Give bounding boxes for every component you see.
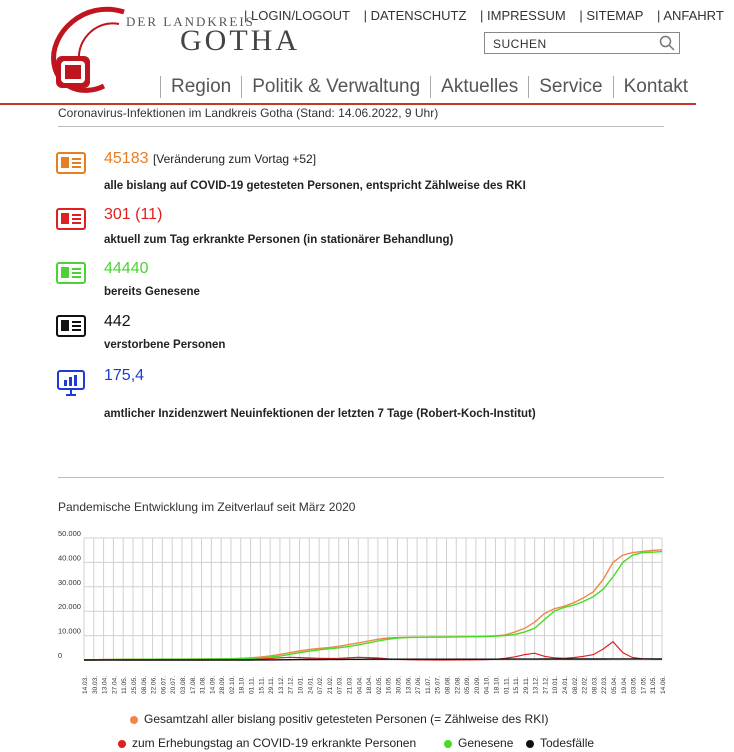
- legend-label: Todesfälle: [540, 736, 595, 750]
- x-tick-label: 03.08.: [179, 675, 187, 694]
- stat-desc: bereits Genesene: [104, 286, 200, 298]
- x-tick-label: 21.02.: [326, 675, 334, 694]
- legend-label: Genesene: [458, 736, 514, 750]
- x-tick-label: 25.05.: [130, 675, 138, 694]
- x-tick-label: 04.04.: [356, 675, 364, 694]
- x-tick-label: 16.05.: [385, 675, 393, 694]
- x-tick-label: 08.03.: [591, 675, 599, 694]
- x-tick-label: 14.09.: [209, 675, 217, 694]
- x-tick-label: 06.07.: [160, 675, 168, 694]
- x-tick-label: 22.08.: [454, 675, 462, 694]
- legend-dot: [526, 740, 534, 748]
- x-tick-label: 02.10.: [228, 675, 236, 694]
- stat-value: 175,4: [104, 367, 145, 384]
- stat-value: 45183: [104, 150, 149, 167]
- stat-desc: amtlicher Inzidenzwert Neuinfektionen der letzten 7 Tage (Robert-Koch-Institut): [104, 408, 536, 420]
- legend-item[interactable]: [526, 736, 594, 750]
- series-line: [84, 552, 662, 660]
- logo-big-text: GOTHA: [180, 24, 300, 57]
- x-tick-label: 11.05.: [121, 676, 129, 694]
- legend-label: Gesamtzahl aller bislang positiv getesteten Personen (= Zählweise des RKI): [144, 712, 549, 726]
- stat-value: 44440: [104, 260, 149, 277]
- x-tick-label: 24.01.: [307, 675, 315, 694]
- legend-label: zum Erhebungstag an COVID-19 erkrankte Personen: [132, 736, 417, 750]
- id-card-icon: [56, 152, 86, 179]
- nav-politik[interactable]: Politik & Verwaltung: [241, 76, 430, 98]
- x-tick-label: 18.10.: [238, 675, 246, 694]
- legend-dot: [130, 716, 138, 724]
- x-tick-label: 14.06.: [660, 675, 667, 694]
- y-tick-label: 10.000: [58, 626, 81, 636]
- link-login[interactable]: | LOGIN/LOGOUT: [244, 8, 350, 23]
- x-tick-label: 08.08.: [444, 675, 452, 694]
- x-tick-label: 01.11.: [248, 676, 256, 694]
- x-tick-label: 31.08.: [199, 675, 207, 694]
- id-card-icon: [56, 315, 86, 342]
- x-tick-label: 28.09.: [219, 675, 227, 694]
- x-tick-label: 11.07.: [424, 676, 432, 694]
- chart-subtitle: Pandemische Entwicklung im Zeitverlauf seit März 2020: [58, 500, 356, 514]
- x-tick-label: 27.04.: [111, 675, 119, 694]
- stat-change: [Veränderung zum Vortag +52]: [152, 152, 317, 166]
- x-tick-label: 10.01.: [552, 675, 560, 694]
- logo-small-text: DER LANDKREIS: [126, 14, 255, 29]
- x-tick-label: 19.04.: [620, 675, 628, 694]
- link-sitemap[interactable]: | SITEMAP: [579, 8, 644, 23]
- nav-service[interactable]: Service: [528, 76, 612, 98]
- x-tick-label: 22.06.: [150, 675, 158, 694]
- stat-value: 301 (11): [104, 206, 163, 223]
- stat-desc: verstorbene Personen: [104, 339, 226, 351]
- x-tick-label: 30.05.: [395, 675, 403, 694]
- x-tick-label: 22.02.: [581, 675, 589, 694]
- search-input[interactable]: [484, 32, 680, 54]
- x-tick-label: 04.10.: [483, 675, 491, 694]
- main-nav: [160, 76, 698, 98]
- x-tick-label: 14.03.: [82, 675, 89, 694]
- stat-desc: aktuell zum Tag erkrankte Personen (in stationärer Behandlung): [104, 234, 454, 246]
- series-line: [84, 642, 662, 660]
- search-placeholder: SUCHEN: [493, 37, 547, 51]
- x-tick-label: 29.11.: [522, 676, 530, 694]
- x-tick-label: 20.09.: [473, 675, 481, 694]
- x-tick-label: 17.08.: [189, 675, 197, 694]
- y-tick-label: 50.000: [58, 529, 81, 538]
- id-card-icon: [56, 208, 86, 235]
- x-tick-label: 17.05.: [640, 675, 648, 694]
- x-tick-label: 27.12.: [287, 675, 295, 694]
- covid-chart: [0, 530, 696, 730]
- x-tick-label: 18.10.: [493, 675, 501, 694]
- x-tick-label: 07.02.: [317, 675, 325, 694]
- x-tick-label: 25.07.: [434, 675, 442, 694]
- x-tick-label: 22.03.: [601, 675, 609, 694]
- y-tick-label: 20.000: [58, 602, 81, 612]
- y-tick-label: 30.000: [58, 577, 81, 587]
- link-impressum[interactable]: | IMPRESSUM: [480, 8, 566, 23]
- section-divider: [58, 477, 664, 478]
- nav-region[interactable]: Region: [160, 76, 241, 98]
- x-tick-label: 07.03.: [336, 675, 344, 694]
- legend-item[interactable]: [130, 712, 549, 726]
- search-icon[interactable]: [659, 35, 675, 56]
- stat-value: 442: [104, 313, 131, 330]
- x-tick-label: 13.04.: [101, 675, 109, 694]
- x-tick-label: 27.12.: [542, 675, 550, 694]
- y-tick-label: 40.000: [58, 553, 81, 563]
- section-divider: [58, 126, 664, 127]
- x-tick-label: 01.11.: [503, 676, 511, 694]
- link-anfahrt[interactable]: | ANFAHRT: [657, 8, 724, 23]
- x-tick-label: 03.05.: [630, 675, 638, 694]
- legend-item[interactable]: [118, 736, 416, 750]
- x-tick-label: 20.07.: [170, 675, 178, 694]
- legend-item[interactable]: [444, 736, 513, 750]
- x-tick-label: 08.02.: [571, 675, 579, 694]
- link-datenschutz[interactable]: | DATENSCHUTZ: [363, 8, 467, 23]
- x-tick-label: 13.06.: [405, 675, 413, 694]
- y-tick-label: 0: [58, 651, 63, 660]
- legend-dot: [444, 740, 452, 748]
- monitor-chart-icon: [56, 369, 86, 402]
- nav-kontakt[interactable]: Kontakt: [613, 76, 698, 98]
- x-tick-label: 18.04.: [366, 675, 374, 694]
- x-tick-label: 30.03.: [91, 675, 99, 694]
- x-tick-label: 15.11.: [258, 676, 266, 694]
- id-card-icon: [56, 262, 86, 289]
- x-tick-label: 05.04.: [611, 675, 619, 694]
- header-divider: [0, 103, 696, 105]
- stand-text: Coronavirus-Infektionen im Landkreis Gotha (Stand: 14.06.2022, 9 Uhr): [58, 106, 439, 120]
- x-tick-label: 27.06.: [415, 675, 423, 694]
- x-tick-label: 02.05.: [375, 675, 383, 694]
- x-tick-label: 21.03.: [346, 675, 354, 694]
- x-tick-label: 13.12.: [277, 675, 285, 694]
- x-tick-label: 15.11.: [513, 676, 521, 694]
- stat-desc: alle bislang auf COVID-19 getesteten Personen, entspricht Zählweise des RKI: [104, 180, 526, 192]
- x-tick-label: 05.09.: [464, 675, 472, 694]
- nav-aktuelles[interactable]: Aktuelles: [430, 76, 528, 98]
- x-tick-label: 31.05.: [650, 675, 658, 694]
- x-tick-label: 13.12.: [532, 675, 540, 694]
- x-tick-label: 08.06.: [140, 675, 148, 694]
- x-tick-label: 10.01.: [297, 675, 305, 694]
- x-tick-label: 29.11.: [268, 676, 276, 694]
- legend-dot: [118, 740, 126, 748]
- top-links: [244, 8, 734, 23]
- x-tick-label: 24.01.: [562, 675, 570, 694]
